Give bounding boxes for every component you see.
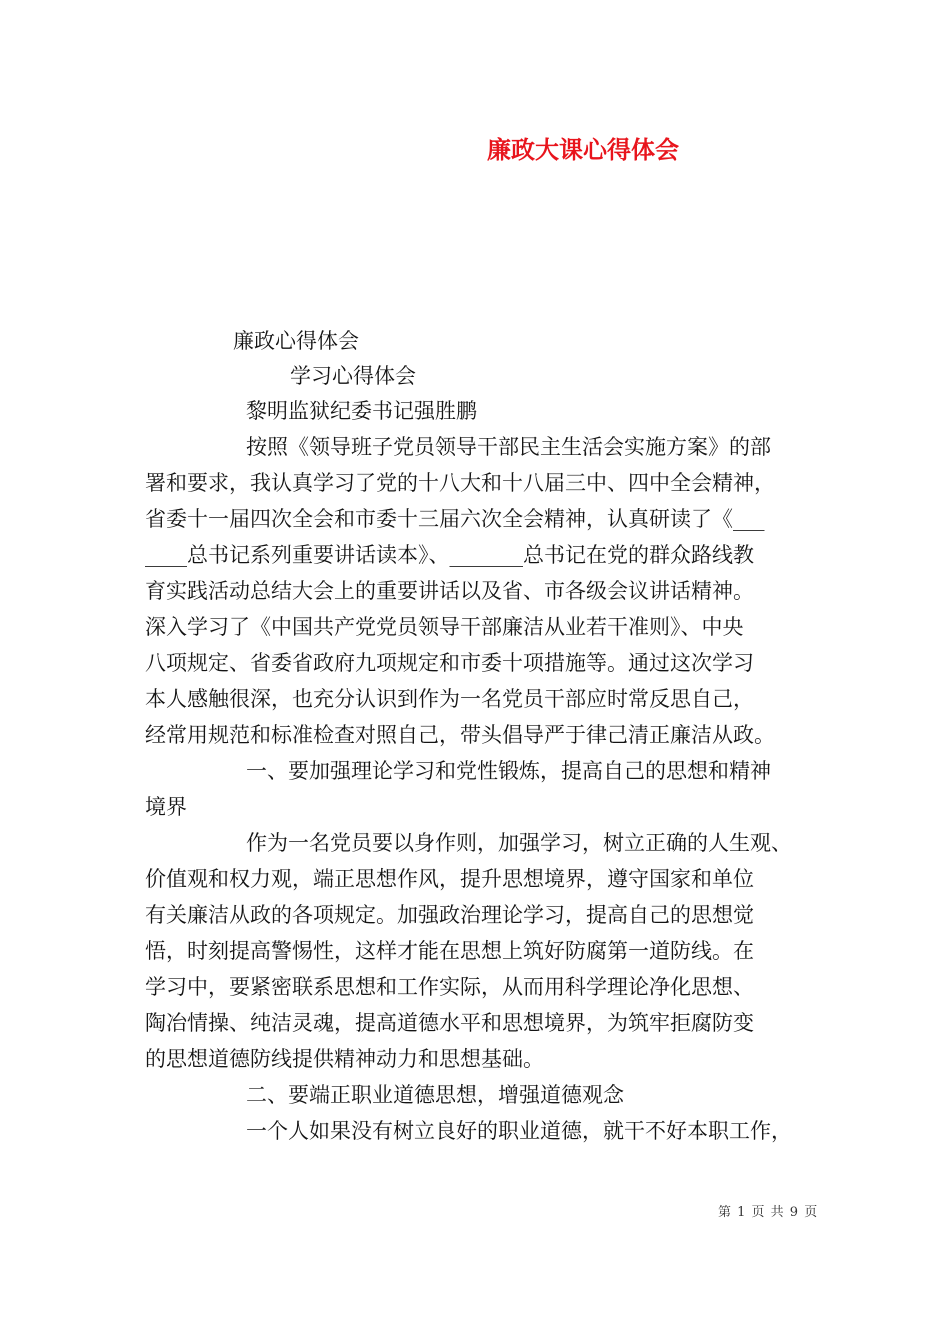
body-line: 作为一名党员要以身作则，加强学习，树立正确的人生观、 [246, 831, 792, 855]
document-title: 廉政大课心得体会 [487, 135, 679, 164]
body-line: 署和要求，我认真学习了党的十八大和十八届三中、四中全会精神， [145, 471, 775, 495]
body-line: 省委十一届四次全会和市委十三届六次全会精神，认真研读了《___ [145, 507, 765, 531]
body-line-author: 黎明监狱纪委书记强胜鹏 [246, 399, 477, 423]
body-line: ____总书记系列重要讲话读本》、_______总书记在党的群众路线教 [145, 543, 754, 567]
body-line: 育实践活动总结大会上的重要讲话以及省、市各级会议讲话精神。 [145, 579, 754, 603]
body-line: 学习中，要紧密联系思想和工作实际，从而用科学理论净化思想、 [145, 975, 754, 999]
body-line-heading-xuexi: 学习心得体会 [290, 364, 416, 388]
body-line: 有关廉洁从政的各项规定。加强政治理论学习，提高自己的思想觉 [145, 903, 754, 927]
body-line: 一个人如果没有树立良好的职业道德，就干不好本职工作， [246, 1119, 792, 1143]
section-heading-one-cont: 境界 [145, 795, 187, 819]
body-line: 本人感触很深，也充分认识到作为一名党员干部应时常反思自己， [145, 687, 754, 711]
body-line: 陶冶情操、纯洁灵魂，提高道德水平和思想境界，为筑牢拒腐防变 [145, 1011, 754, 1035]
section-heading-one: 一、要加强理论学习和党性锻炼，提高自己的思想和精神 [246, 759, 771, 783]
page-indicator: 第 1 页 共 9 页 [718, 1205, 819, 1220]
body-line: 按照《领导班子党员领导干部民主生活会实施方案》的部 [246, 435, 771, 459]
body-line: 的思想道德防线提供精神动力和思想基础。 [145, 1047, 544, 1071]
body-line: 悟，时刻提高警惕性，这样才能在思想上筑好防腐第一道防线。在 [145, 939, 754, 963]
section-heading-two: 二、要端正职业道德思想，增强道德观念 [246, 1083, 624, 1107]
body-line: 八项规定、省委省政府九项规定和市委十项措施等。通过这次学习 [145, 651, 754, 675]
body-line: 深入学习了《中国共产党党员领导干部廉洁从业若干准则》、中央 [145, 615, 744, 639]
body-line: 价值观和权力观，端正思想作风，提升思想境界，遵守国家和单位 [145, 867, 754, 891]
body-line-heading-lianzheng: 廉政心得体会 [233, 329, 359, 353]
body-line: 经常用规范和标准检查对照自己，带头倡导严于律己清正廉洁从政。 [145, 723, 775, 747]
